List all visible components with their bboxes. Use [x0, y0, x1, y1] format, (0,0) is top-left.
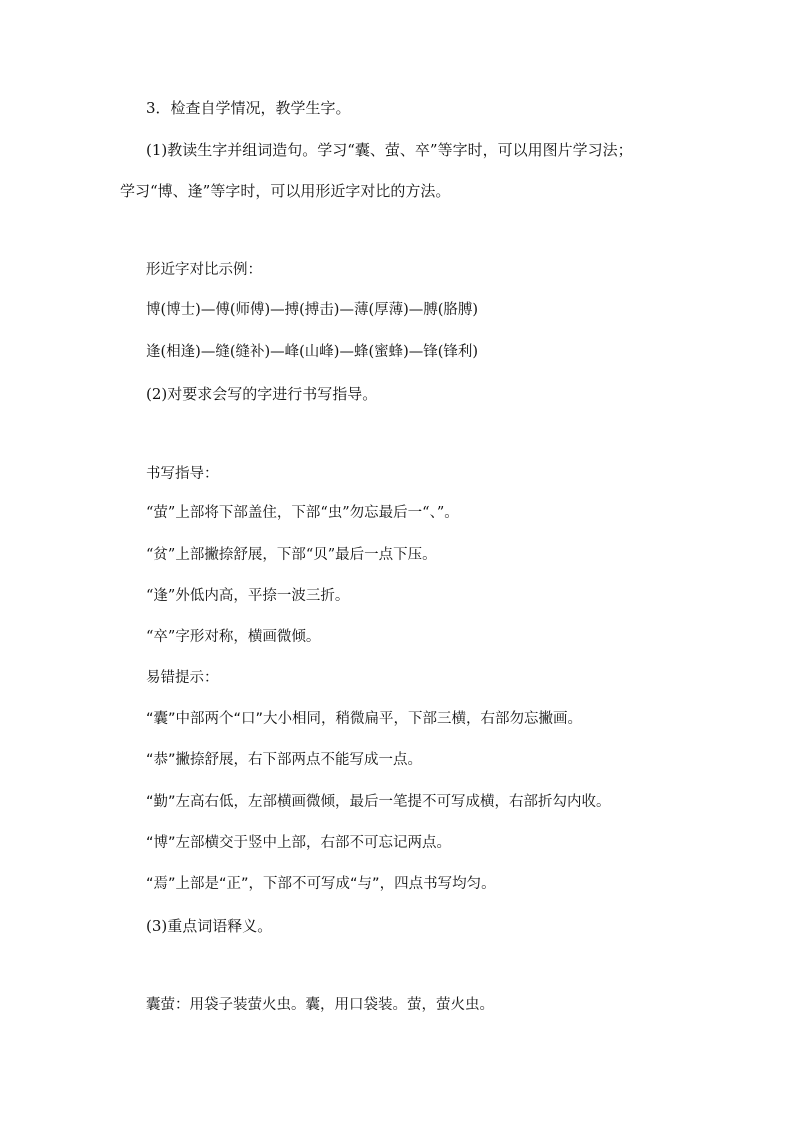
- error-tips-heading: 易错提示：: [146, 670, 219, 686]
- error-tip-item: “勤”左高右低，左部横画微倾，最后一笔提不可写成横，右部折勾内收。: [146, 794, 611, 810]
- writing-guide-item: “萤”上部将下部盖住，下部“虫”勿忘最后一“、”。: [146, 505, 459, 521]
- step-heading: 3．检查自学情况，教学生字。: [146, 99, 351, 117]
- similar-chars-row-2: 逢(相逢)—缝(缝补)—峰(山峰)—蜂(蜜蜂)—锋(锋利): [146, 344, 479, 360]
- vocab-item: 囊萤：用袋子装萤火虫。囊，用口袋装。萤，萤火虫。: [146, 997, 494, 1013]
- similar-chars-row-1: 博(博士)—傅(师傅)—搏(搏击)—薄(厚薄)—膊(胳膊): [146, 302, 479, 318]
- error-tip-item: “焉”上部是“正”，下部不可写成“与”，四点书写均匀。: [146, 876, 496, 892]
- writing-guide-item: “卒”字形对称，横画微倾。: [146, 629, 321, 645]
- similar-chars-heading: 形近字对比示例：: [146, 262, 262, 278]
- error-tip-item: “恭”撇捺舒展，右下部两点不能写成一点。: [146, 752, 423, 768]
- writing-guide-heading: 书写指导：: [146, 466, 219, 482]
- paragraph-1-line-2: 学习“博、逢”等字时，可以用形近字对比的方法。: [120, 182, 451, 200]
- writing-guide-item: “贫”上部撇捺舒展，下部“贝”最后一点下压。: [146, 547, 437, 563]
- writing-guide-item: “逢”外低内高，平捺一波三折。: [146, 588, 350, 604]
- writing-intro: (2)对要求会写的字进行书写指导。: [146, 385, 378, 403]
- vocab-intro: (3)重点词语释义。: [146, 917, 273, 935]
- error-tip-item: “囊”中部两个“口”大小相同，稍微扁平，下部三横，右部勿忘撇画。: [146, 711, 583, 727]
- error-tip-item: “博”左部横交于竖中上部，右部不可忘记两点。: [146, 835, 452, 851]
- paragraph-1-line-1: (1)教读生字并组词造句。学习“囊、萤、卒”等字时，可以用图片学习法；: [146, 141, 633, 159]
